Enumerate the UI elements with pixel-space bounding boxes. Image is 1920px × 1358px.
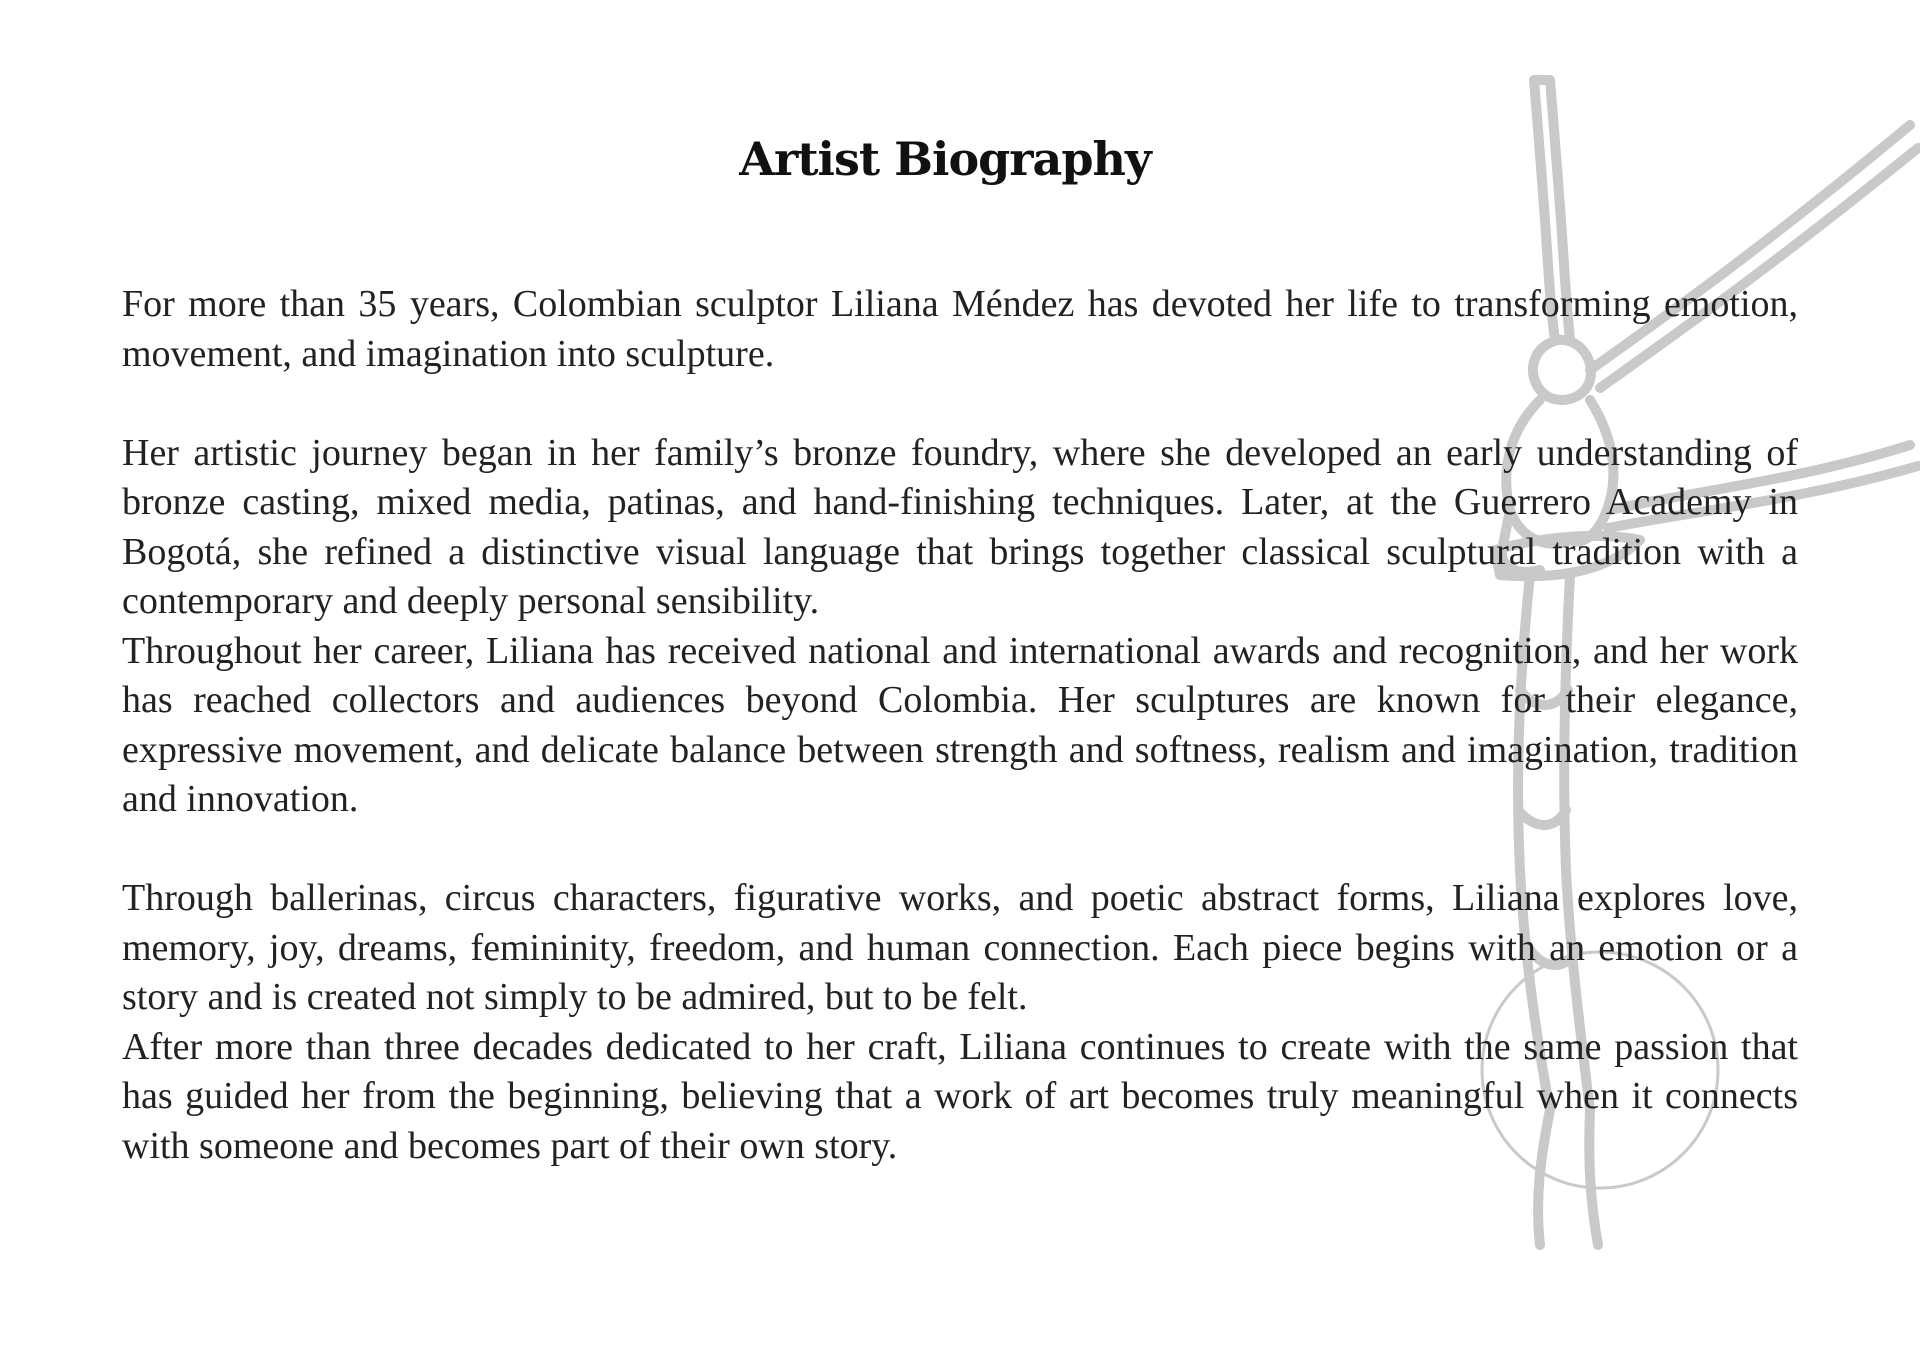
paragraph-intro: For more than 35 years, Colombian sculptor Liliana Méndez has devoted her life to transforming emotion, movement, and imagination into sculpture. [122,283,1798,375]
biography-body [122,280,1798,1171]
page-title: Artist Biography [739,132,1151,186]
paragraph-journey: Her artistic journey began in her family’s bronze foundry, where she developed an early understanding of bronze casting, mixed media, patinas, and hand-finishing techniques. Later, at the Guerrero Academy in Bogotá, she refined a distinctive visual language that brings together classical sculptural tradition with a contemporary and deeply personal sensibility. [122,431,1798,622]
paragraph-gap [122,379,1798,429]
paragraph-career: Throughout her career, Liliana has received national and international awards and recognition, and her work has reached collectors and audiences beyond Colombia. Her sculptures are known for their elegance, expressive movement, and delicate balance between strength and softness, realism and imagination, tradition and innovation. [122,629,1798,820]
paragraph-gap [122,825,1798,875]
paragraph-legacy: After more than three decades dedicated to her craft, Liliana continues to create with the same passion that has guided her from the beginning, believing that a work of art becomes truly meaningful when it connects with someone and becomes part of their own story. [122,1025,1798,1167]
paragraph-themes: Through ballerinas, circus characters, figurative works, and poetic abstract forms, Liliana explores love, memory, joy, dreams, femininity, freedom, and human connection. Each piece begins with an emotion or a story and is created not simply to be admired, but to be felt. [122,877,1798,1018]
